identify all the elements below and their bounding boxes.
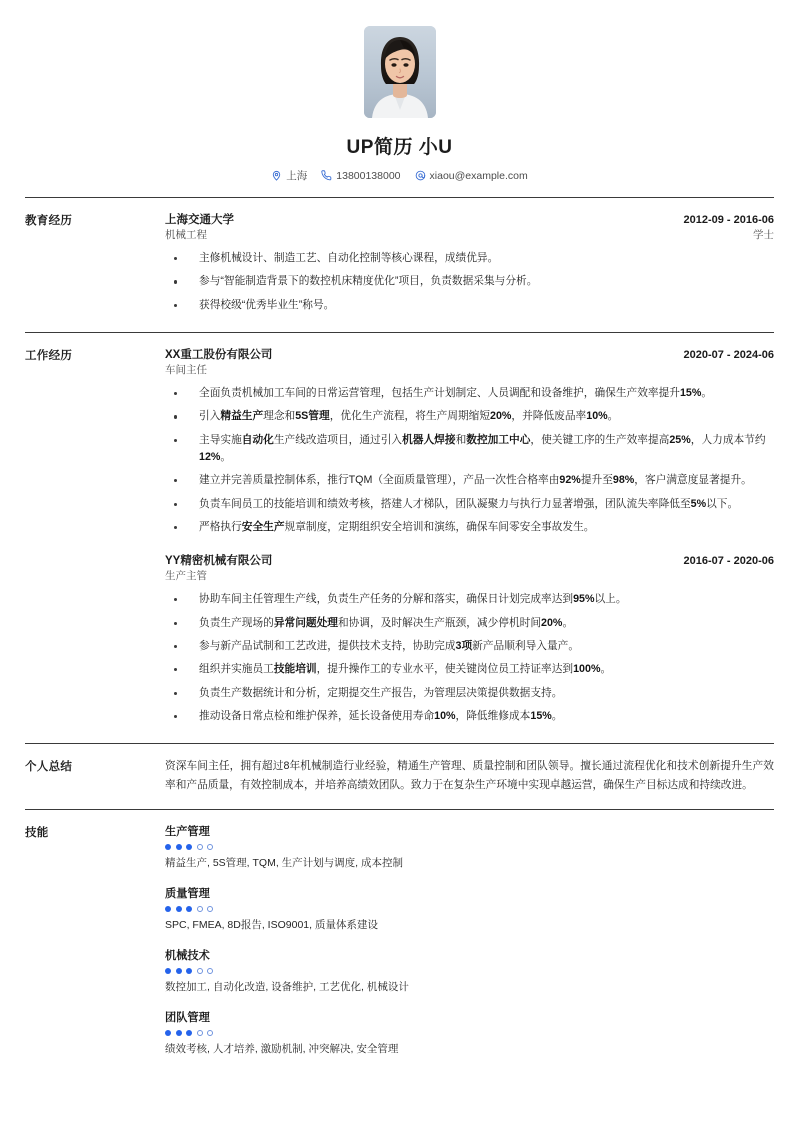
section-label: 个人总结 xyxy=(25,761,73,774)
skill-dot-empty xyxy=(197,968,203,974)
skill-items: 绩效考核, 人才培养, 激励机制, 冲突解决, 安全管理 xyxy=(165,1042,399,1055)
phone-icon xyxy=(321,170,332,181)
location-pin-icon xyxy=(271,170,282,181)
entry-subtitle-row xyxy=(165,362,774,377)
summary-text: 资深车间主任，拥有超过8年机械制造行业经验，精通生产管理、质量控制和团队领导。擅长通过流程优化和技术创新提升生产效率和产品质量，有效控制成本，并培养高绩效团队。致力于在复杂生产环境中实现卓越运营，确保生产目标达成和持续改进。 xyxy=(165,760,774,792)
section-label: 教育经历 xyxy=(25,215,73,227)
entry-date: 2016-07 - 2020-06 xyxy=(683,555,774,568)
skill-dot-empty xyxy=(197,1030,203,1036)
contact-location xyxy=(271,168,307,183)
resume-header xyxy=(0,0,799,197)
skill-level-dots xyxy=(165,844,774,850)
skill-group xyxy=(165,885,774,934)
skill-dot-filled xyxy=(186,906,192,912)
bullet-list xyxy=(165,385,774,536)
bullet-item: 参与“智能制造背景下的数控机床精度优化”项目，负责数据采集与分析。 xyxy=(165,273,774,290)
section-label: 技能 xyxy=(25,827,49,840)
skill-dot-filled xyxy=(165,1030,171,1036)
entry-header-row xyxy=(165,346,774,362)
bullet-item: 负责生产数据统计和分析，定期提交生产报告，为管理层决策提供数据支持。 xyxy=(165,685,774,702)
skill-dot-filled xyxy=(165,968,171,974)
entry xyxy=(165,552,774,725)
bullet-item: 协助车间主任管理生产线，负责生产任务的分解和落实，确保日计划完成率达到95%以上。 xyxy=(165,591,774,608)
skill-dot-filled xyxy=(176,968,182,974)
skill-items: 数控加工, 自动化改造, 设备维护, 工艺优化, 机械设计 xyxy=(165,980,409,993)
bullet-list xyxy=(165,591,774,725)
bullet-item: 组织并实施员工技能培训，提升操作工的专业水平，使关键岗位员工持证率达到100%。 xyxy=(165,661,774,678)
section-label: 工作经历 xyxy=(25,349,73,362)
bullet-item: 严格执行安全生产规章制度，定期组织安全培训和演练，确保车间零安全事故发生。 xyxy=(165,519,774,536)
skill-level-dots xyxy=(165,906,774,912)
bullet-item: 推动设备日常点检和维护保养，延长设备使用寿命10%，降低维修成本15%。 xyxy=(165,708,774,725)
skill-items: 精益生产, 5S管理, TQM, 生产计划与调度, 成本控制 xyxy=(165,857,404,870)
skill-dot-empty xyxy=(207,906,213,912)
page-title: UP简历 小U xyxy=(346,137,453,158)
skill-dot-filled xyxy=(186,968,192,974)
bullet-item: 主修机械设计、制造工艺、自动化控制等核心课程，成绩优异。 xyxy=(165,250,774,267)
entry-subtitle: 机械工程 xyxy=(165,229,207,241)
entry-subtitle: 生产主管 xyxy=(165,570,207,583)
entry-title: 上海交通大学 xyxy=(165,214,234,226)
bullet-item: 建立并完善质量控制体系，推行TQM（全面质量管理），产品一次性合格率由92%提升至98%，客户满意度显著提升。 xyxy=(165,472,774,489)
skill-dot-empty xyxy=(197,906,203,912)
skill-group xyxy=(165,947,774,996)
entry-title: XX重工股份有限公司 xyxy=(165,348,273,361)
skill-name: 机械技术 xyxy=(165,949,210,962)
entry-subtitle-right: 学士 xyxy=(753,229,774,241)
skill-name: 团队管理 xyxy=(165,1011,210,1024)
entry-title: YY精密机械有限公司 xyxy=(165,555,273,568)
skill-dot-filled xyxy=(176,906,182,912)
contact-location-text: 上海 xyxy=(286,170,308,182)
skill-name: 质量管理 xyxy=(165,888,210,901)
section-entries xyxy=(25,332,774,743)
entry-date: 2020-07 - 2024-06 xyxy=(683,348,774,361)
bullet-item: 主导实施自动化生产线改造项目，通过引入机器人焊接和数控加工中心，使关键工序的生产效率提高25%，人力成本节约12%。 xyxy=(165,432,774,467)
bullet-item: 获得校级“优秀毕业生”称号。 xyxy=(165,297,774,314)
skill-dot-empty xyxy=(207,1030,213,1036)
skill-dot-filled xyxy=(176,844,182,850)
entry xyxy=(165,346,774,536)
section-skills xyxy=(25,809,774,1071)
section-body xyxy=(165,823,774,1057)
avatar xyxy=(364,26,436,118)
skill-dot-filled xyxy=(176,1030,182,1036)
email-icon xyxy=(415,170,426,181)
section-body xyxy=(165,346,774,729)
skill-items: SPC, FMEA, 8D报告, ISO9001, 质量体系建设 xyxy=(165,919,378,932)
entry-subtitle-row xyxy=(165,227,774,242)
contact-email-text: xiaou@example.com xyxy=(429,169,528,182)
entry-header-row xyxy=(165,211,774,227)
bullet-item: 负责车间员工的技能培训和绩效考核，搭建人才梯队，团队凝聚力与执行力显著增强，团队流失率降低至5%以下。 xyxy=(165,496,774,513)
entry-header-row xyxy=(165,552,774,568)
section-body xyxy=(165,757,774,795)
skill-dot-filled xyxy=(165,844,171,850)
skill-dot-empty xyxy=(207,844,213,850)
entry xyxy=(165,211,774,314)
entry-subtitle-row xyxy=(165,568,774,583)
skill-group xyxy=(165,1009,774,1058)
bullet-item: 引入精益生产理念和5S管理，优化生产流程，将生产周期缩短20%，并降低废品率10%。 xyxy=(165,408,774,425)
contact-email xyxy=(415,170,528,182)
section-body xyxy=(165,211,774,318)
skill-dot-filled xyxy=(165,906,171,912)
skill-group xyxy=(165,823,774,872)
skill-dot-filled xyxy=(186,1030,192,1036)
entry-subtitle: 车间主任 xyxy=(165,363,207,376)
entry-date: 2012-09 - 2016-06 xyxy=(683,214,774,226)
skill-dot-empty xyxy=(197,844,203,850)
sections-container xyxy=(0,197,799,1071)
skill-name: 生产管理 xyxy=(165,826,210,839)
skill-level-dots xyxy=(165,1030,774,1036)
skill-level-dots xyxy=(165,968,774,974)
section-entries xyxy=(25,197,774,332)
contact-phone-text: 13800138000 xyxy=(336,169,401,182)
section-summary xyxy=(25,743,774,809)
bullet-item: 参与新产品试制和工艺改进，提供技术支持，协助完成3项新产品顺利导入量产。 xyxy=(165,638,774,655)
bullet-list xyxy=(165,250,774,314)
bullet-item: 负责生产现场的异常问题处理和协调，及时解决生产瓶颈，减少停机时间20%。 xyxy=(165,615,774,632)
skill-dot-filled xyxy=(186,844,192,850)
skill-dot-empty xyxy=(207,968,213,974)
contact-phone xyxy=(321,170,400,182)
contact-line xyxy=(25,168,774,183)
bullet-item: 全面负责机械加工车间的日常运营管理，包括生产计划制定、人员调配和设备维护，确保生产效率提升15%。 xyxy=(165,385,774,402)
